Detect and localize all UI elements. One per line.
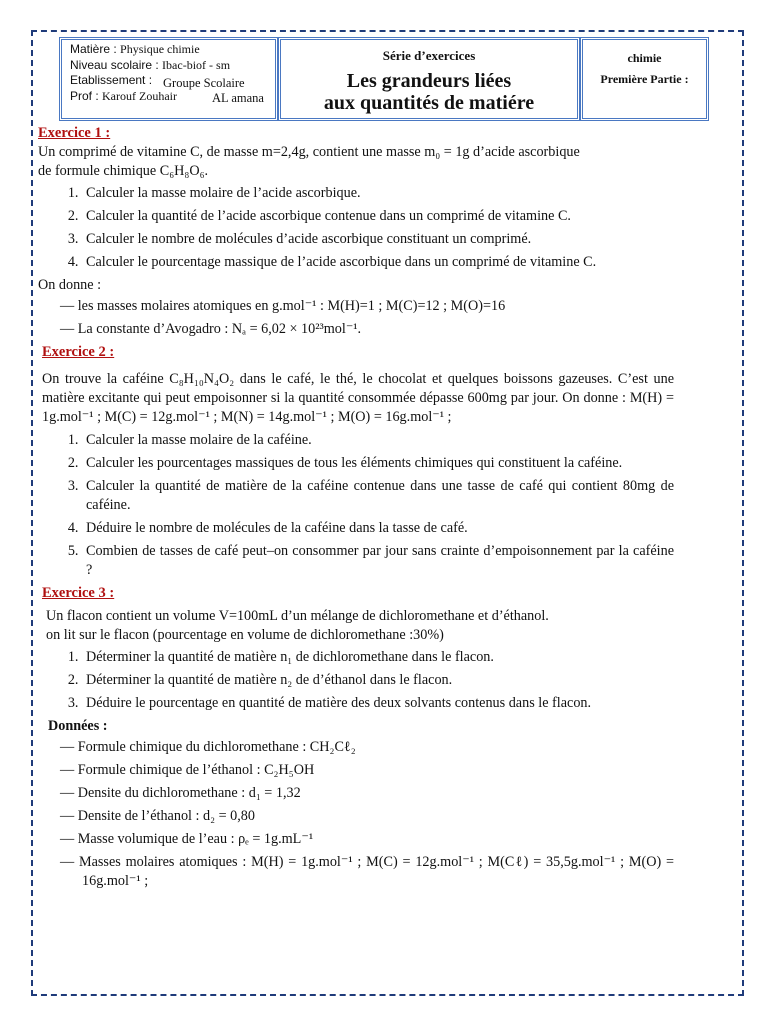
prof-label: Prof :	[70, 88, 103, 103]
subject-label: chimie	[627, 51, 662, 65]
header-title-box	[278, 37, 580, 121]
title-line-1: Les grandeurs liées	[346, 70, 512, 92]
niveau-row	[70, 58, 275, 74]
niveau-label: Niveau scolaire :	[70, 57, 163, 72]
etablissement-label: Etablissement :	[70, 73, 153, 87]
data-item: — Masses molaires atomiques : M(H) = 1g.mol⁻¹ ; M(C) = 12g.mol⁻¹ ; M(Cℓ) = 35,5g.mol⁻¹ ; M(O) = 16g.mol⁻¹ ;	[60, 853, 674, 891]
prof-value: Karouf Zouhair	[102, 88, 177, 103]
question-item: 1. Déterminer la quantité de matière n₁ de dichloromethane dans le flacon.	[82, 648, 674, 667]
part-label: Première Partie :	[600, 72, 689, 86]
data-item: — Formule chimique du dichloromethane : CH₂Cℓ₂	[60, 738, 674, 757]
data-item: — les masses molaires atomiques en g.mol⁻¹ : M(H)=1 ; M(C)=12 ; M(O)=16	[60, 297, 674, 316]
exercise-1-data	[38, 297, 674, 339]
data-item: — Densite du dichloromethane : d₁ = 1,32	[60, 784, 674, 803]
exercise-2-intro: On trouve la caféine C₈H₁₀N₄O₂ dans le café, le thé, le chocolat et quelques boissons gazeuses. C’est une matière excitante qui peut empoisonner si la quantité consommée dépasse 600mg par jour. On donne : M(H) = 1g.mol⁻¹ ; M(C) = 12g.mol⁻¹ ; M(N) = 14g.mol⁻¹ ; M(O) = 16g.mol⁻¹ ;	[42, 371, 674, 425]
matiere-label: Matière :	[70, 42, 121, 56]
question-item: 4. Calculer le pourcentage massique de l’acide ascorbique dans un comprimé de vitamine C.	[82, 253, 674, 272]
exercise-2-title: Exercice 2 :	[42, 344, 115, 360]
exercise-1-intro-line-1: Un comprimé de vitamine C, de masse m=2,4g, contient une masse m₀ = 1g d’acide ascorbique	[38, 144, 580, 160]
exercise-3-data	[38, 738, 674, 891]
exercise-3-intro-line-1: Un flacon contient un volume V=100mL d’un mélange de dichloromethane et d’éthanol.	[46, 608, 549, 624]
exercise-1-on-donne: On donne :	[38, 277, 102, 293]
question-item: 5. Combien de tasses de café peut–on consommer par jour sans crainte d’empoisonnement par la caféine ?	[82, 542, 674, 580]
exercise-1-title: Exercice 1 :	[38, 125, 111, 141]
header	[59, 37, 709, 121]
data-item: — Masse volumique de l’eau : ρₑ = 1g.mL⁻¹	[60, 830, 674, 849]
title-line-2: aux quantités de matiére	[323, 92, 535, 114]
question-item: 3. Calculer le nombre de molécules d’acide ascorbique constituant un comprimé.	[82, 230, 674, 249]
exercise-3-questions	[38, 648, 674, 713]
exercise-3-title: Exercice 3 :	[42, 585, 115, 601]
matiere-value: Physique chimie	[120, 42, 200, 56]
question-item: 3. Déduire le pourcentage en quantité de matière des deux solvants contenus dans le flacon.	[82, 694, 674, 713]
question-item: 2. Déterminer la quantité de matière n₂ de d’éthanol dans le flacon.	[82, 671, 674, 690]
niveau-value: Ibac-biof - sm	[162, 57, 231, 72]
data-item: — La constante d’Avogadro : Nₐ = 6,02 × 10²³mol⁻¹.	[60, 320, 674, 339]
matiere-row	[70, 42, 275, 58]
etablissement-groupe: Groupe Scolaire	[163, 76, 245, 90]
question-item: 3. Calculer la quantité de matière de la caféine contenue dans une tasse de café qui contient 80mg de caféine.	[82, 477, 674, 515]
question-item: 4. Déduire le nombre de molécules de la caféine dans la tasse de café.	[82, 519, 674, 538]
exercise-1-intro-line-2: de formule chimique C₆H₈O₆.	[38, 163, 209, 179]
data-item: — Densite de l’éthanol : d₂ = 0,80	[60, 807, 674, 826]
question-item: 2. Calculer les pourcentages massiques de tous les éléments chimiques qui constituent la caféine.	[82, 454, 674, 473]
serie-label: Série d’exercices	[382, 48, 476, 63]
worksheet-content	[38, 124, 674, 895]
question-item: 1. Calculer la masse molaire de l’acide ascorbique.	[82, 184, 674, 203]
exercise-3-donnees: Données :	[48, 718, 108, 734]
header-subject-box	[580, 37, 709, 121]
question-item: 1. Calculer la masse molaire de la caféine.	[82, 431, 674, 450]
header-info-box	[59, 37, 278, 121]
question-item: 2. Calculer la quantité de l’acide ascorbique contenue dans un comprimé de vitamine C.	[82, 207, 674, 226]
exercise-3-intro-line-2: on lit sur le flacon (pourcentage en volume de dichloromethane :30%)	[46, 627, 444, 643]
exercise-1-questions	[38, 184, 674, 272]
etablissement-amana: AL amana	[212, 91, 264, 105]
data-item: — Formule chimique de l’éthanol : C₂H₅OH	[60, 761, 674, 780]
exercise-2-questions	[38, 431, 674, 580]
